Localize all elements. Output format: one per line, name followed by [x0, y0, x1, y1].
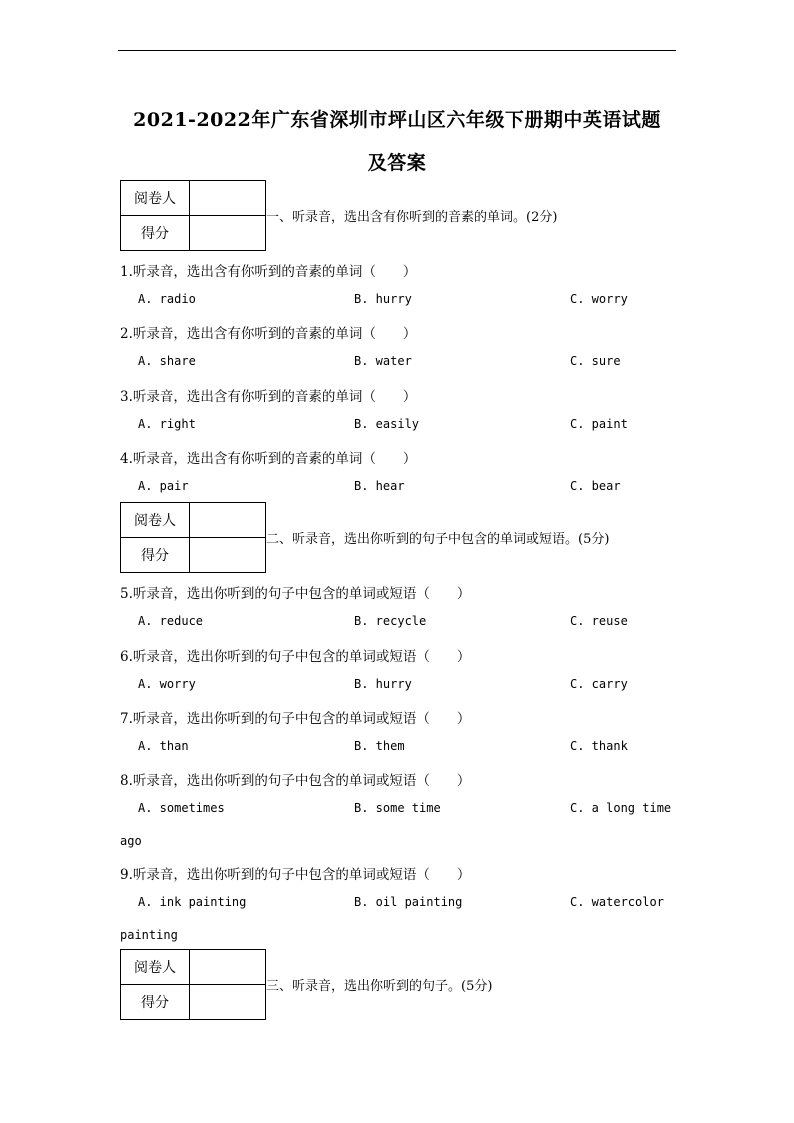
reviewer-field[interactable] [190, 181, 266, 216]
section-heading: 三、听录音，选出你听到的句子。(5分) [266, 979, 493, 994]
option-a[interactable]: A. than [138, 739, 189, 753]
option-c[interactable]: C. watercolor [570, 895, 664, 909]
option-c[interactable]: C. bear [570, 479, 621, 493]
option-a[interactable]: A. sometimes [138, 801, 225, 815]
question-stem: 9.听录音，选出你听到的句子中包含的单词或短语（ ） [120, 867, 471, 883]
question-stem: 6.听录音，选出你听到的句子中包含的单词或短语（ ） [120, 649, 471, 665]
header-rule [118, 50, 676, 51]
option-b[interactable]: B. them [354, 739, 405, 753]
option-c[interactable]: C. reuse [570, 614, 628, 628]
option-b[interactable]: B. hurry [354, 292, 412, 306]
option-a[interactable]: A. ink painting [138, 895, 247, 909]
score-field[interactable] [190, 216, 266, 251]
option-b[interactable]: B. hear [354, 479, 405, 493]
score-box [120, 502, 266, 573]
option-c[interactable]: C. carry [570, 677, 628, 691]
option-a[interactable]: A. pair [138, 479, 189, 493]
option-c[interactable]: C. sure [570, 354, 621, 368]
option-b[interactable]: B. recycle [354, 614, 427, 628]
page-title-continued: 及答案 [367, 152, 427, 174]
option-wrap-text: ago [120, 834, 142, 848]
option-wrap-text: painting [120, 928, 178, 942]
option-c[interactable]: C. thank [570, 739, 628, 753]
option-b[interactable]: B. oil painting [354, 895, 463, 909]
option-c[interactable]: C. worry [570, 292, 628, 306]
option-a[interactable]: A. share [138, 354, 196, 368]
score-box [120, 949, 266, 1020]
option-b[interactable]: B. water [354, 354, 412, 368]
section-heading: 二、听录音，选出你听到的句子中包含的单词或短语。(5分) [266, 532, 610, 547]
question-stem: 4.听录音，选出含有你听到的音素的单词（ ） [120, 451, 417, 467]
page-title: 2021-2022年广东省深圳市坪山区六年级下册期中英语试题 [133, 109, 661, 131]
question-stem: 8.听录音，选出你听到的句子中包含的单词或短语（ ） [120, 773, 471, 789]
reviewer-label: 阅卷人 [121, 950, 190, 985]
option-b[interactable]: B. some time [354, 801, 441, 815]
score-label: 得分 [121, 985, 190, 1020]
question-stem: 7.听录音，选出你听到的句子中包含的单词或短语（ ） [120, 711, 471, 727]
option-a[interactable]: A. radio [138, 292, 196, 306]
score-box [120, 180, 266, 251]
reviewer-label: 阅卷人 [121, 181, 190, 216]
score-field[interactable] [190, 985, 266, 1020]
question-stem: 1.听录音，选出含有你听到的音素的单词（ ） [120, 264, 417, 280]
question-stem: 5.听录音，选出你听到的句子中包含的单词或短语（ ） [120, 586, 471, 602]
question-stem: 3.听录音，选出含有你听到的音素的单词（ ） [120, 389, 417, 405]
option-a[interactable]: A. worry [138, 677, 196, 691]
section-heading: 一、听录音，选出含有你听到的音素的单词。(2分) [266, 210, 558, 225]
option-b[interactable]: B. easily [354, 417, 420, 431]
option-c[interactable]: C. paint [570, 417, 628, 431]
score-label: 得分 [121, 538, 190, 573]
option-c[interactable]: C. a long time [570, 801, 672, 815]
score-field[interactable] [190, 538, 266, 573]
reviewer-field[interactable] [190, 503, 266, 538]
option-a[interactable]: A. reduce [138, 614, 204, 628]
option-b[interactable]: B. hurry [354, 677, 412, 691]
question-stem: 2.听录音，选出含有你听到的音素的单词（ ） [120, 326, 417, 342]
option-a[interactable]: A. right [138, 417, 196, 431]
reviewer-field[interactable] [190, 950, 266, 985]
score-label: 得分 [121, 216, 190, 251]
reviewer-label: 阅卷人 [121, 503, 190, 538]
